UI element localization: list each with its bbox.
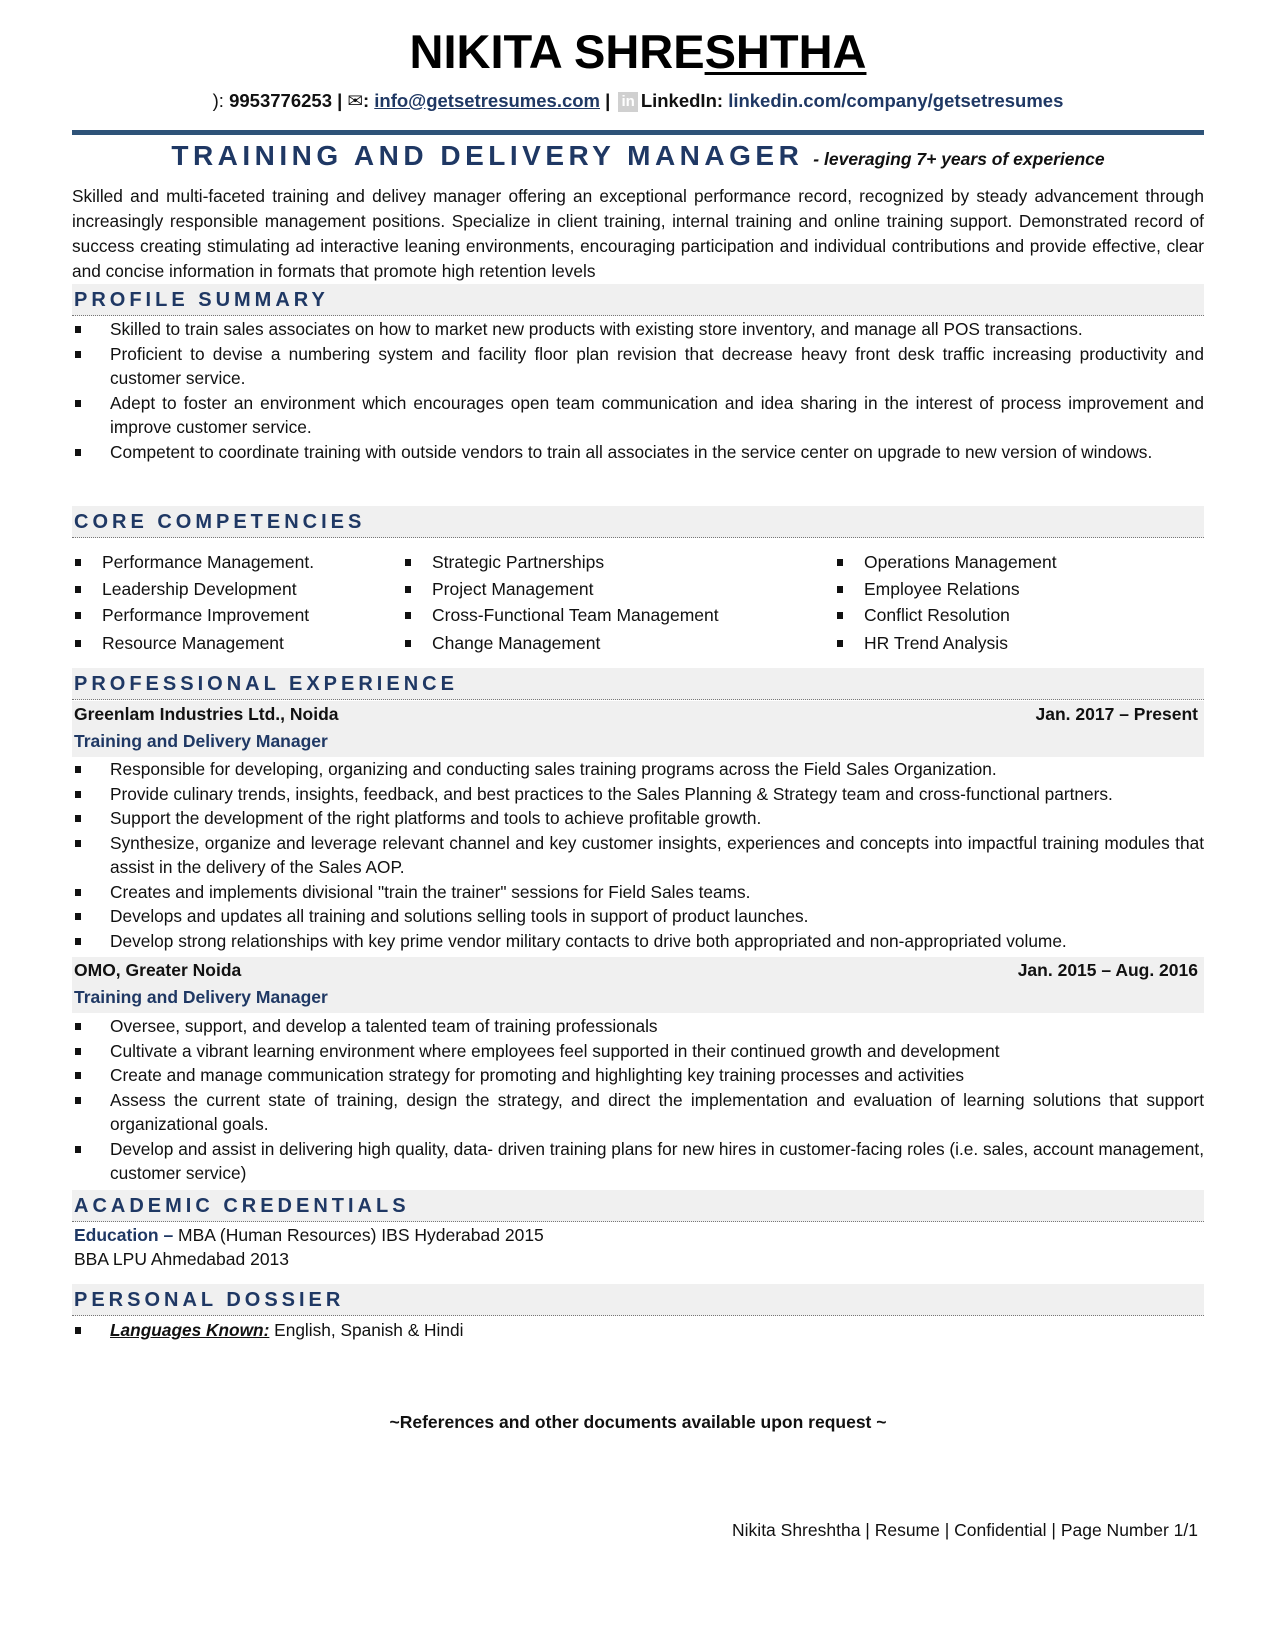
bullet-icon xyxy=(75,559,81,566)
bullet-icon xyxy=(75,1097,81,1104)
list-item: Resource Management xyxy=(72,629,314,657)
envelope-icon: ✉ xyxy=(347,90,363,111)
bullet-icon xyxy=(405,612,411,619)
linkedin-label: LinkedIn: xyxy=(640,90,729,111)
list-item: Project Management xyxy=(402,576,719,603)
list-item: Change Management xyxy=(402,629,719,657)
list-item: Create and manage communication strategy for promoting and highlighting key training processes and activities xyxy=(72,1063,1204,1088)
section-heading-professional-experience: PROFESSIONAL EXPERIENCE xyxy=(72,668,1204,700)
email-link[interactable]: info@getsetresumes.com xyxy=(374,90,600,111)
job-title: TRAINING AND DELIVERY MANAGER xyxy=(171,140,804,171)
job-header-greenlam xyxy=(72,701,1204,757)
education-line-1: Education – MBA (Human Resources) IBS Hyderabad 2015 xyxy=(74,1225,544,1245)
bullet-icon xyxy=(75,1072,81,1079)
list-item: Adept to foster an environment which encourages open team communication and idea sharing in the interest of process improvement and improve customer service. xyxy=(72,391,1204,440)
page-footer: Nikita Shreshtha | Resume | Confidential | Page Number 1/1 xyxy=(732,1520,1198,1540)
bullet-icon xyxy=(75,351,81,358)
list-item: Develops and updates all training and solutions selling tools in support of product launches. xyxy=(72,904,1204,929)
bullet-icon xyxy=(75,840,81,847)
bullet-icon xyxy=(75,766,81,773)
section-heading-academic-credentials: ACADEMIC CREDENTIALS xyxy=(72,1190,1204,1222)
job-header-omo xyxy=(72,957,1204,1013)
bullet-icon xyxy=(75,889,81,896)
list-item: Leadership Development xyxy=(72,576,314,603)
section-heading-personal-dossier: PERSONAL DOSSIER xyxy=(72,1284,1204,1316)
profile-summary-list xyxy=(72,317,1204,464)
list-item: Provide culinary trends, insights, feedback, and best practices to the Sales Planning & Strategy team and cross-functional partners. xyxy=(72,782,1204,807)
list-item: Employee Relations xyxy=(834,576,1057,603)
list-item: Skilled to train sales associates on how to market new products with existing store inventory, and manage all POS transactions. xyxy=(72,317,1204,342)
education-label: Education – xyxy=(74,1225,174,1245)
list-item: Cultivate a vibrant learning environment where employees feel supported in their continued growth and development xyxy=(72,1039,1204,1064)
section-heading-core-competencies: CORE COMPETENCIES xyxy=(72,506,1204,538)
company-name: Greenlam Industries Ltd., Noida xyxy=(74,704,339,724)
bullet-icon xyxy=(75,938,81,945)
job-bullets-greenlam xyxy=(72,757,1204,953)
list-item: Performance Improvement xyxy=(72,602,314,629)
linkedin-link[interactable]: linkedin.com/company/getsetresumes xyxy=(728,90,1064,111)
list-item: Proficient to devise a numbering system and facility floor plan revision that decrease heavy front desk traffic increasing productivity and customer service. xyxy=(72,342,1204,391)
list-item: Strategic Partnerships xyxy=(402,549,719,576)
bullet-icon xyxy=(75,1327,81,1334)
company-name: OMO, Greater Noida xyxy=(74,960,242,980)
list-item: Develop and assist in delivering high quality, data- driven training plans for new hires in customer-facing roles (i.e. sales, account management, customer service) xyxy=(72,1137,1204,1186)
closing-note: ~References and other documents available upon request ~ xyxy=(389,1412,887,1432)
bullet-icon xyxy=(75,791,81,798)
competencies-column-2 xyxy=(402,549,719,657)
job-role: Training and Delivery Manager xyxy=(74,987,328,1007)
bullet-icon xyxy=(75,400,81,407)
competencies-column-1 xyxy=(72,549,314,657)
list-item: Support the development of the right platforms and tools to achieve profitable growth. xyxy=(72,806,1204,831)
experience-tagline: - leveraging 7+ years of experience xyxy=(813,149,1105,169)
bullet-icon xyxy=(405,586,411,593)
list-item: Operations Management xyxy=(834,549,1057,576)
list-item: Responsible for developing, organizing and conducting sales training programs across the Field Sales Organization. xyxy=(72,757,1204,782)
list-item: Cross-Functional Team Management xyxy=(402,602,719,629)
languages-label: Languages Known: xyxy=(110,1320,270,1340)
list-item: Creates and implements divisional "train the trainer" sessions for Field Sales teams. xyxy=(72,880,1204,905)
languages-value: English, Spanish & Hindi xyxy=(269,1320,464,1340)
competencies-column-3 xyxy=(834,549,1057,657)
section-heading-profile-summary: PROFILE SUMMARY xyxy=(72,284,1204,316)
bullet-icon xyxy=(75,612,81,619)
bullet-icon xyxy=(75,815,81,822)
job-role: Training and Delivery Manager xyxy=(74,731,328,751)
summary-paragraph: Skilled and multi-faceted training and delivey manager offering an exceptional performance record, recognized by steady advancement through increasingly responsible management positions. Specialize in client training, internal training and online training support. Demonstrated record of success creating stimulating ad interactive leaning environments, encouraging participation and individual contributions and provide effective, clear and concise information in formats that promote high retention levels xyxy=(72,186,1204,281)
list-item: Conflict Resolution xyxy=(834,602,1057,629)
bullet-icon xyxy=(75,1048,81,1055)
personal-dossier-list xyxy=(72,1318,1204,1343)
phone-number: 9953776253 xyxy=(229,90,332,111)
bullet-icon xyxy=(837,586,843,593)
bullet-icon xyxy=(837,559,843,566)
job-title-row xyxy=(72,140,1204,172)
contact-line: ): 9953776253 | ✉: info@getsetresumes.com | in LinkedIn: linkedin.com/company/getsetresumes xyxy=(212,90,1064,111)
candidate-name: NIKITA SHRESHTHA xyxy=(409,25,867,78)
list-item: Develop strong relationships with key prime vendor military contacts to drive both appropriated and non-appropriated volume. xyxy=(72,929,1204,954)
list-item: HR Trend Analysis xyxy=(834,629,1057,657)
bullet-icon xyxy=(75,640,81,647)
bullet-icon xyxy=(837,640,843,647)
bullet-icon xyxy=(75,586,81,593)
list-item: Synthesize, organize and leverage relevant channel and key customer insights, experiences and concepts into impactful training modules that assist in the delivery of the Sales AOP. xyxy=(72,831,1204,880)
job-bullets-omo xyxy=(72,1014,1204,1186)
bullet-icon xyxy=(837,612,843,619)
header-divider xyxy=(72,130,1204,135)
bullet-icon xyxy=(75,449,81,456)
bullet-icon xyxy=(75,1023,81,1030)
phone-icon: ): xyxy=(212,90,230,111)
list-item: Assess the current state of training, design the strategy, and direct the implementation and evaluation of learning solutions that support organizational goals. xyxy=(72,1088,1204,1137)
bullet-icon xyxy=(75,326,81,333)
list-item: Performance Management. xyxy=(72,549,314,576)
list-item: Oversee, support, and develop a talented team of training professionals xyxy=(72,1014,1204,1039)
education-line-2: BBA LPU Ahmedabad 2013 xyxy=(74,1249,290,1269)
bullet-icon xyxy=(75,913,81,920)
bullet-icon xyxy=(405,559,411,566)
linkedin-icon: in xyxy=(618,92,637,112)
bullet-icon xyxy=(75,1146,81,1153)
list-item: Competent to coordinate training with outside vendors to train all associates in the service center on upgrade to new version of windows. xyxy=(72,440,1204,465)
bullet-icon xyxy=(405,640,411,647)
list-item xyxy=(72,1318,1204,1343)
employment-dates: Jan. 2015 – Aug. 2016 xyxy=(1017,960,1198,980)
employment-dates: Jan. 2017 – Present xyxy=(1035,704,1198,724)
